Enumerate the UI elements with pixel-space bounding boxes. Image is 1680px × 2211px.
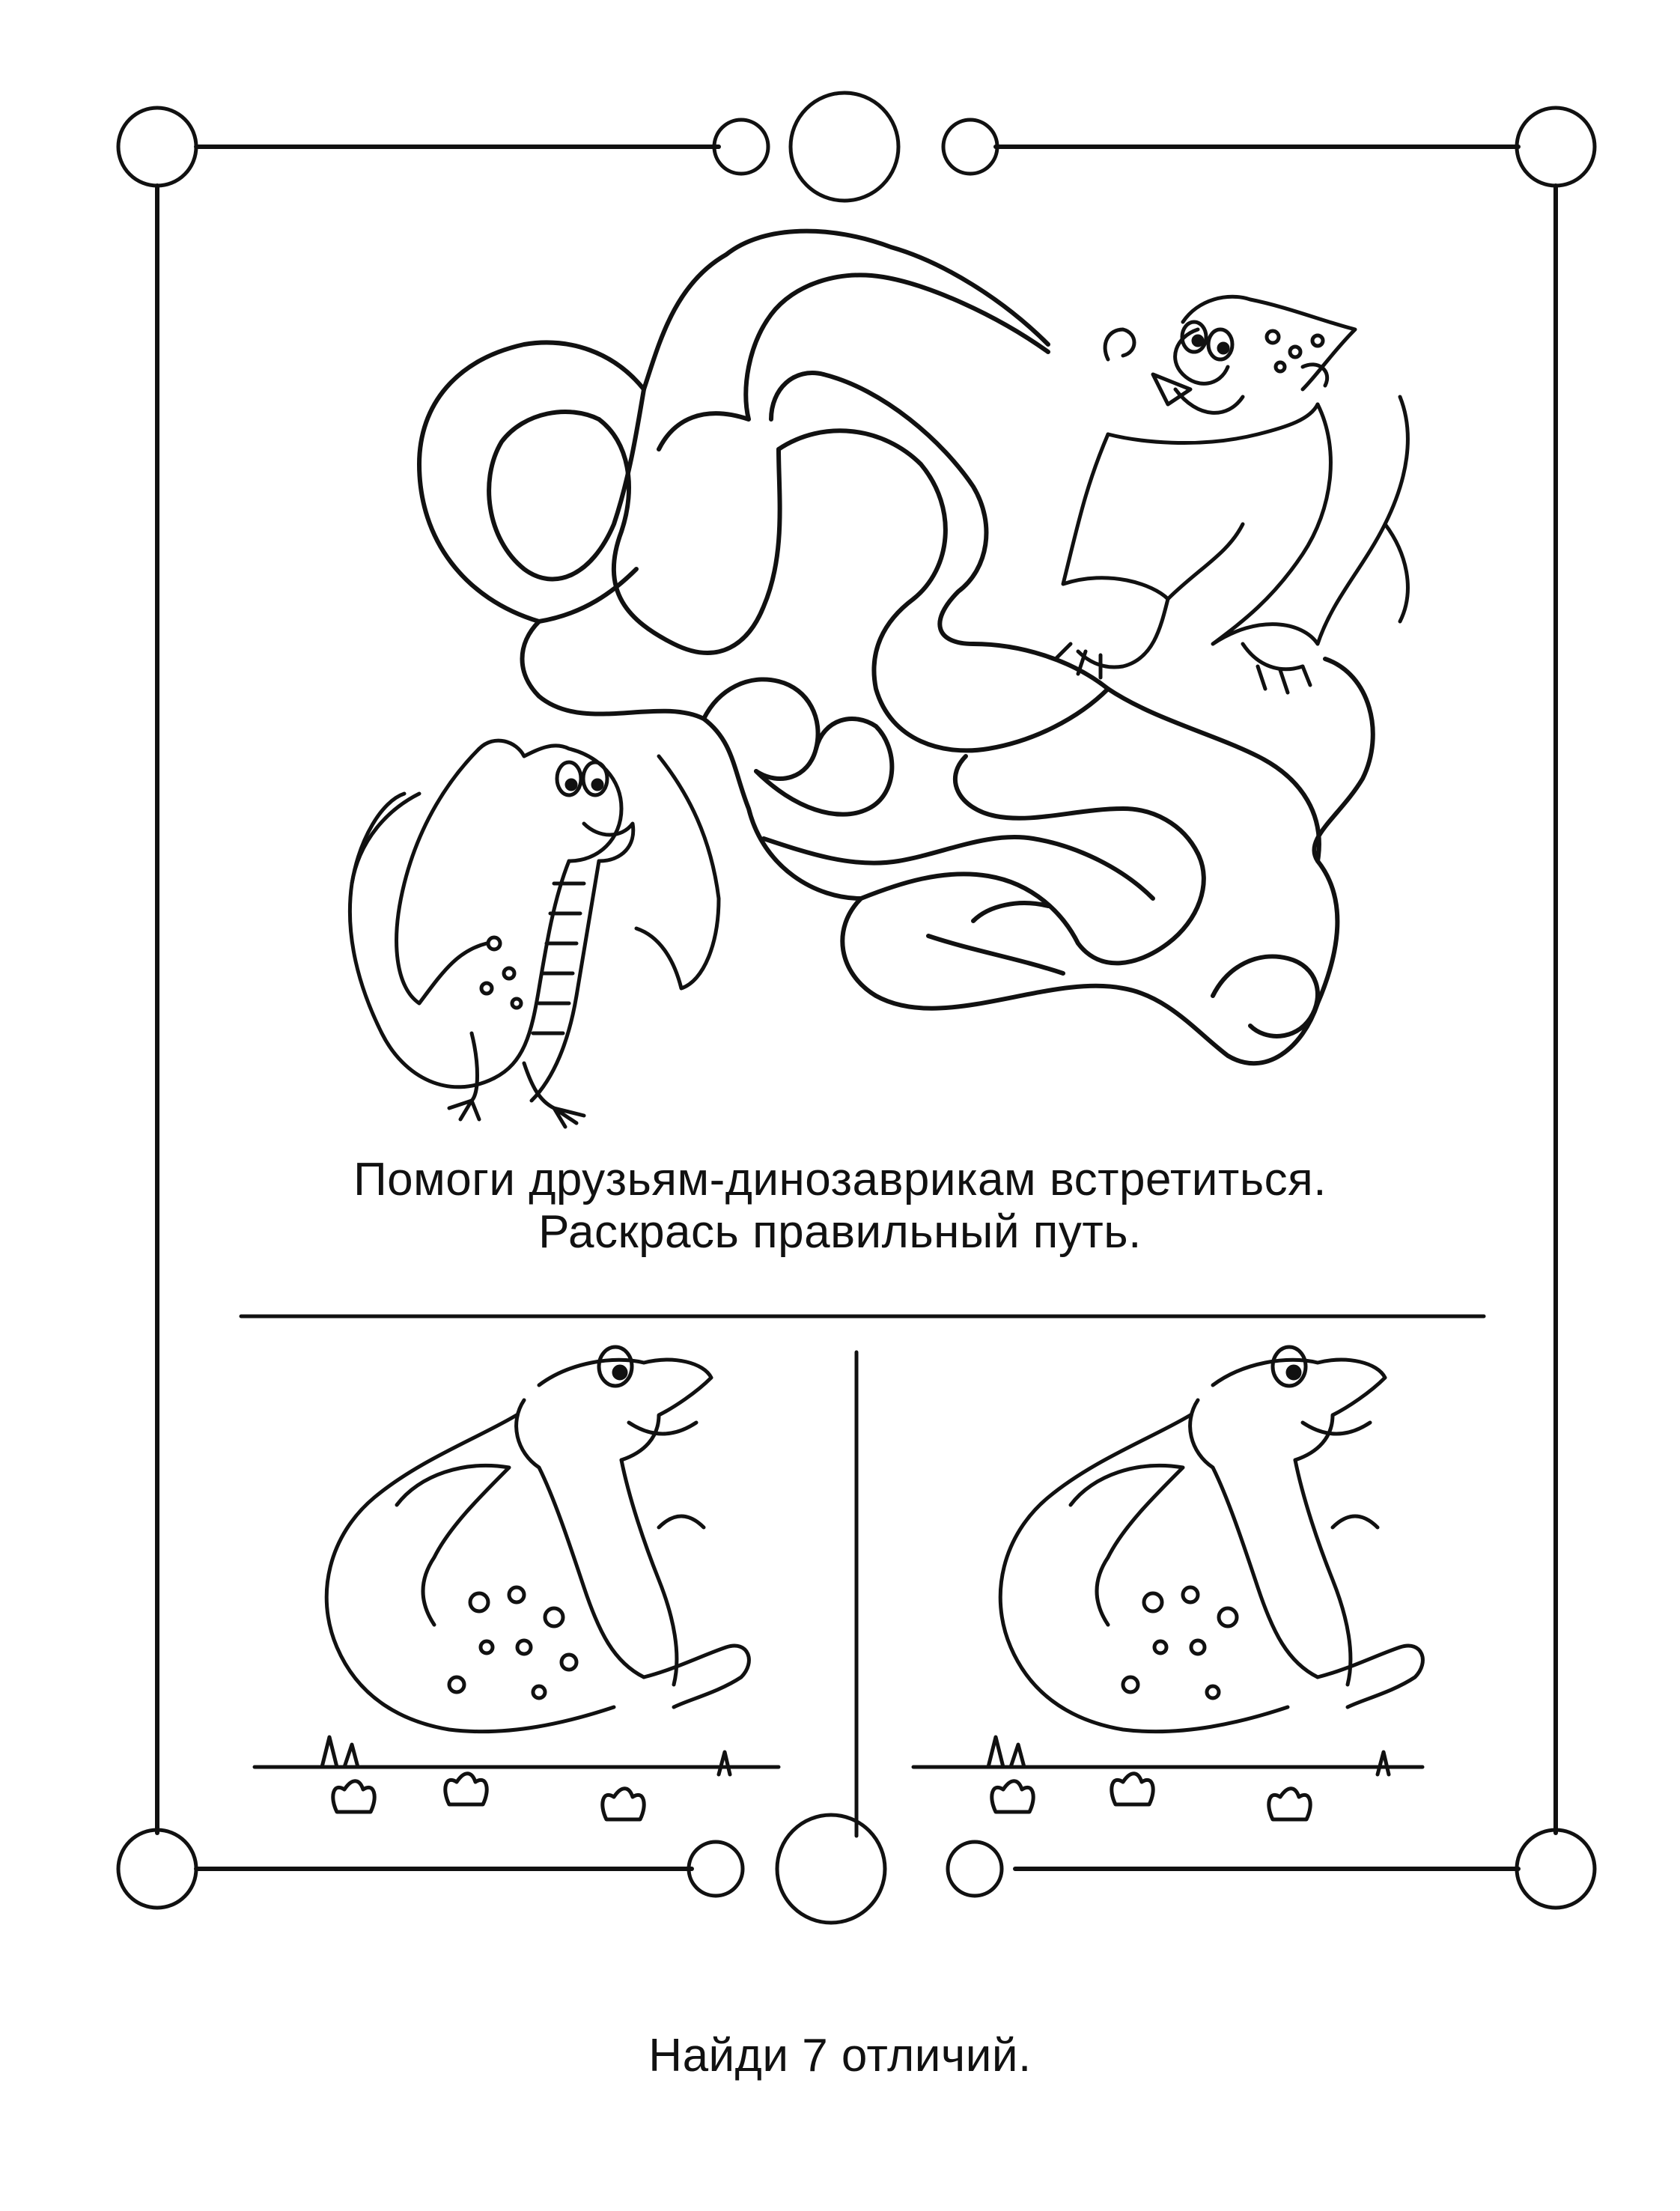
differences-instruction: Найди 7 отличий. — [648, 2030, 1032, 2081]
maze-instruction-line2: Раскрась правильный путь. — [538, 1206, 1142, 1258]
difference-dinosaur-left — [255, 1347, 779, 1819]
winged-dragon-drawing — [350, 740, 719, 1127]
maze-instruction-line1: Помоги друзьям-динозаврикам встретиться. — [353, 1154, 1327, 1205]
dividers — [241, 1316, 1484, 1836]
difference-dinosaur-right — [913, 1347, 1422, 1819]
pterodactyl-drawing — [1056, 296, 1407, 693]
